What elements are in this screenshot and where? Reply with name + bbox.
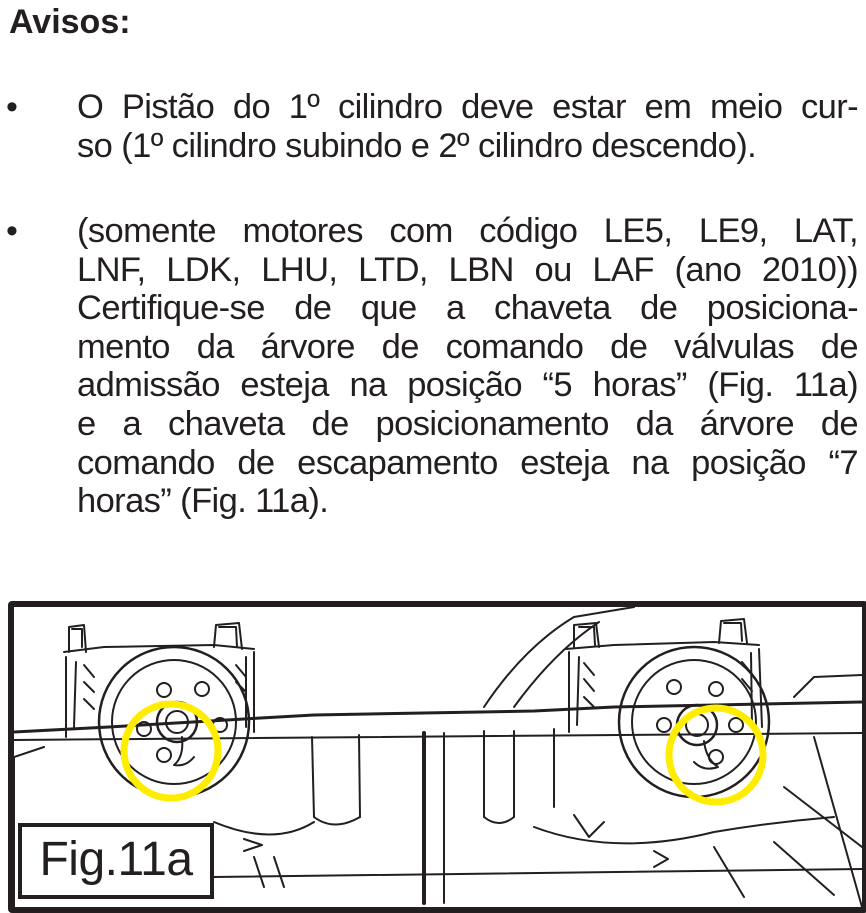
text-line: O Pistão do 1º cilindro deve estar em meio cur-: [77, 88, 858, 126]
bullet-icon: •: [6, 212, 18, 250]
text-line: Certifique-se de que a chaveta de posiciona-: [77, 289, 858, 328]
text-line: mento da árvore de comando de válvulas de: [77, 327, 858, 366]
text-line: comando de escapamento esteja na posição “7: [77, 443, 858, 482]
text-line: so (1º cilindro subindo e 2º cilindro descendo).: [77, 126, 757, 165]
figure-11a: [8, 601, 866, 913]
bullet-icon: •: [6, 88, 18, 126]
figure-label: Fig.11a: [18, 823, 214, 899]
section-heading: Avisos:: [9, 3, 131, 41]
text-line: horas” (Fig. 11a).: [77, 482, 329, 521]
text-line: (somente motores com código LE5, LE9, LAT,: [77, 212, 858, 250]
text-line: admissão esteja na posição “5 horas” (Fig. 11a): [77, 366, 858, 405]
warning-text-2: [77, 212, 858, 521]
text-line: e a chaveta de posicionamento da árvore de: [77, 404, 858, 443]
warning-text-1: [77, 88, 858, 165]
text-line: LNF, LDK, LHU, LTD, LBN ou LAF (ano 2010)): [77, 250, 858, 289]
